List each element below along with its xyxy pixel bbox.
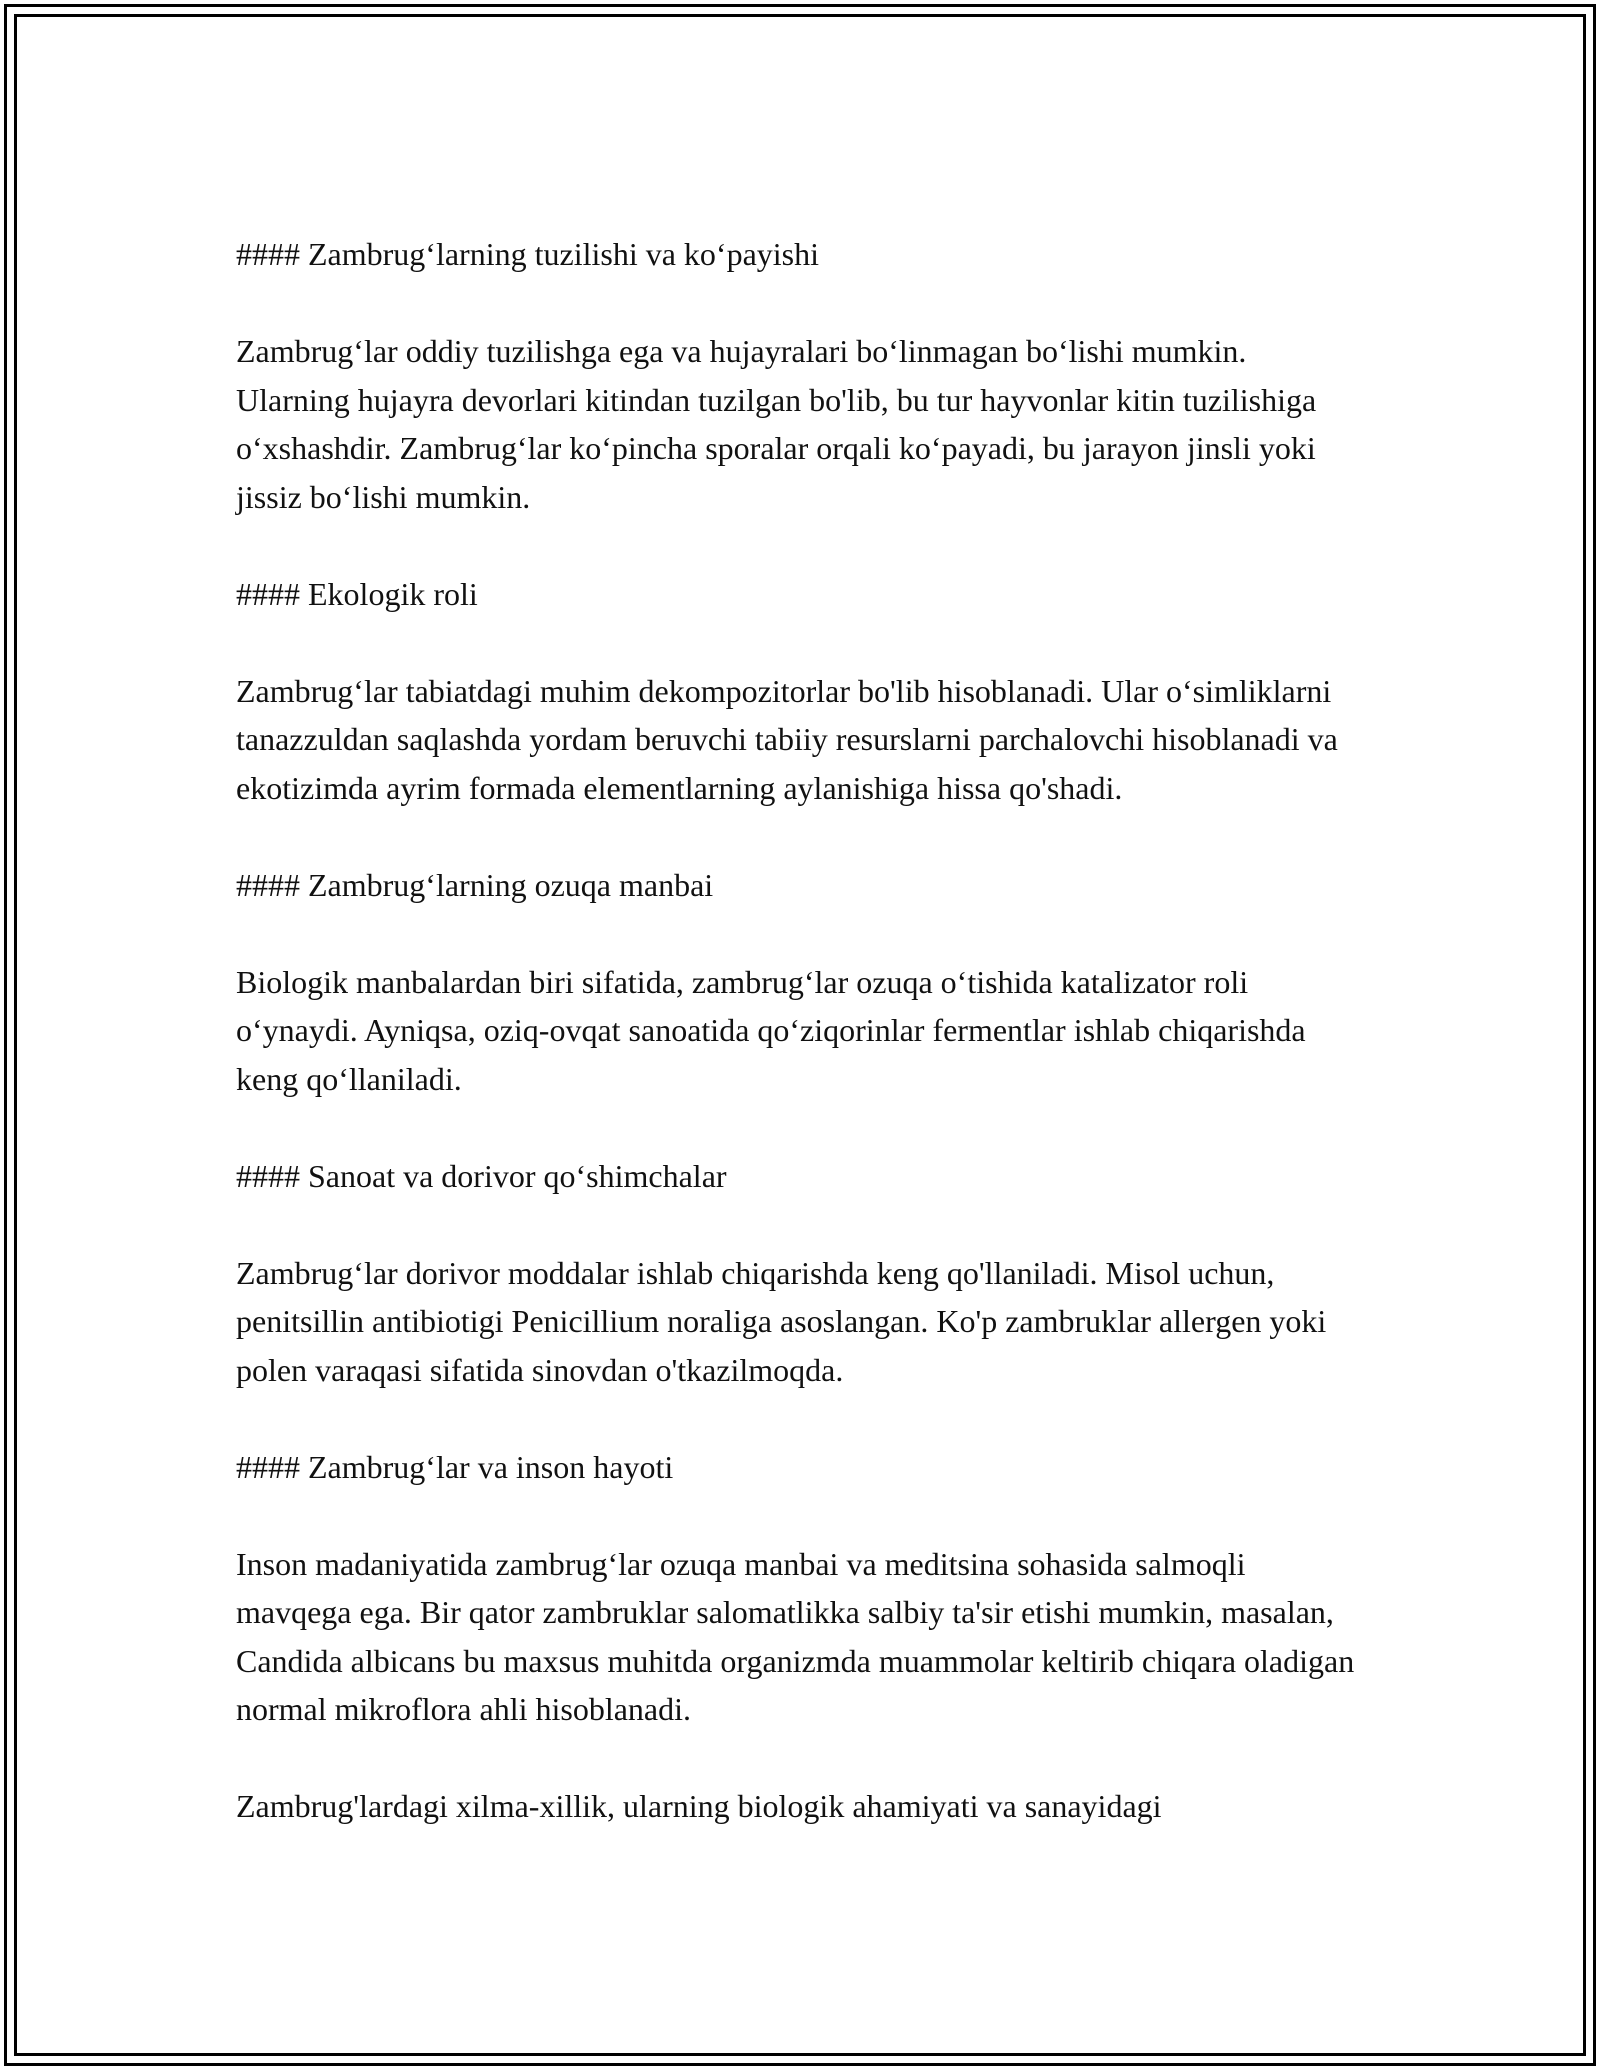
section-paragraph: Zambrug‘lar dorivor moddalar ishlab chiqarishda keng qo'llaniladi. Misol uchun, penitsillin antibiotigi Penicillium noraliga asoslangan. Ko'p zambruklar allergen yoki polen varaqasi sifatida sinovdan o'tkazilmoqda. xyxy=(236,1254,1327,1388)
spacer xyxy=(236,1200,1366,1249)
section-heading: #### Zambrug‘larning ozuqa manbai xyxy=(236,866,714,903)
section-heading: #### Sanoat va dorivor qo‘shimchalar xyxy=(236,1157,727,1194)
spacer xyxy=(236,521,1366,570)
document-body xyxy=(236,230,1366,1831)
closing-paragraph: Zambrug'lardagi xilma-xillik, ularning biologik ahamiyati va sanayidagi xyxy=(236,1788,1162,1824)
spacer xyxy=(236,812,1366,861)
section-heading: #### Zambrug‘larning tuzilishi va ko‘payishi xyxy=(236,236,819,272)
spacer xyxy=(236,1394,1366,1443)
section-paragraph: Biologik manbalardan biri sifatida, zambrug‘lar ozuqa o‘tishida katalizator roli o‘ynaydi. Ayniqsa, oziq-ovqat sanoatida qo‘ziqorinlar fermentlar ishlab chiqarishda keng qo‘llaniladi. xyxy=(236,963,1306,1097)
spacer xyxy=(236,909,1366,958)
section-paragraph: Inson madaniyatida zambrug‘lar ozuqa manbai va meditsina sohasida salmoqli mavqega ega. Bir qator zambruklar salomatlikka salbiy ta'sir etishi mumkin, masalan, Candida albicans bu maxsus muhitda organizmda muammolar keltirib chiqara oladigan normal mikroflora ahli hisoblanadi. xyxy=(236,1545,1355,1727)
spacer xyxy=(236,618,1366,667)
section-heading: #### Ekologik roli xyxy=(236,575,478,612)
spacer xyxy=(236,279,1366,328)
spacer xyxy=(236,1103,1366,1152)
section-paragraph: Zambrug‘lar oddiy tuzilishga ega va hujayralari bo‘linmagan bo‘lishi mumkin. Ularning hujayra devorlari kitindan tuzilgan bo'lib, bu tur hayvonlar kitin tuzilishiga o‘xshashdir. Zambrug‘lar ko‘pincha sporalar orqali ko‘payadi, bu jarayon jinsli yoki jissiz bo‘lishi mumkin. xyxy=(236,333,1317,515)
spacer xyxy=(236,1734,1366,1783)
spacer xyxy=(236,1491,1366,1540)
section-paragraph: Zambrug‘lar tabiatdagi muhim dekompozitorlar bo'lib hisoblanadi. Ular o‘simliklarni tanazzuldan saqlashda yordam beruvchi tabiiy resurslarni parchalovchi hisoblanadi va ekotizimda ayrim formada elementlarning aylanishiga hissa qo'shadi. xyxy=(236,672,1338,806)
section-heading: #### Zambrug‘lar va inson hayoti xyxy=(236,1448,674,1485)
